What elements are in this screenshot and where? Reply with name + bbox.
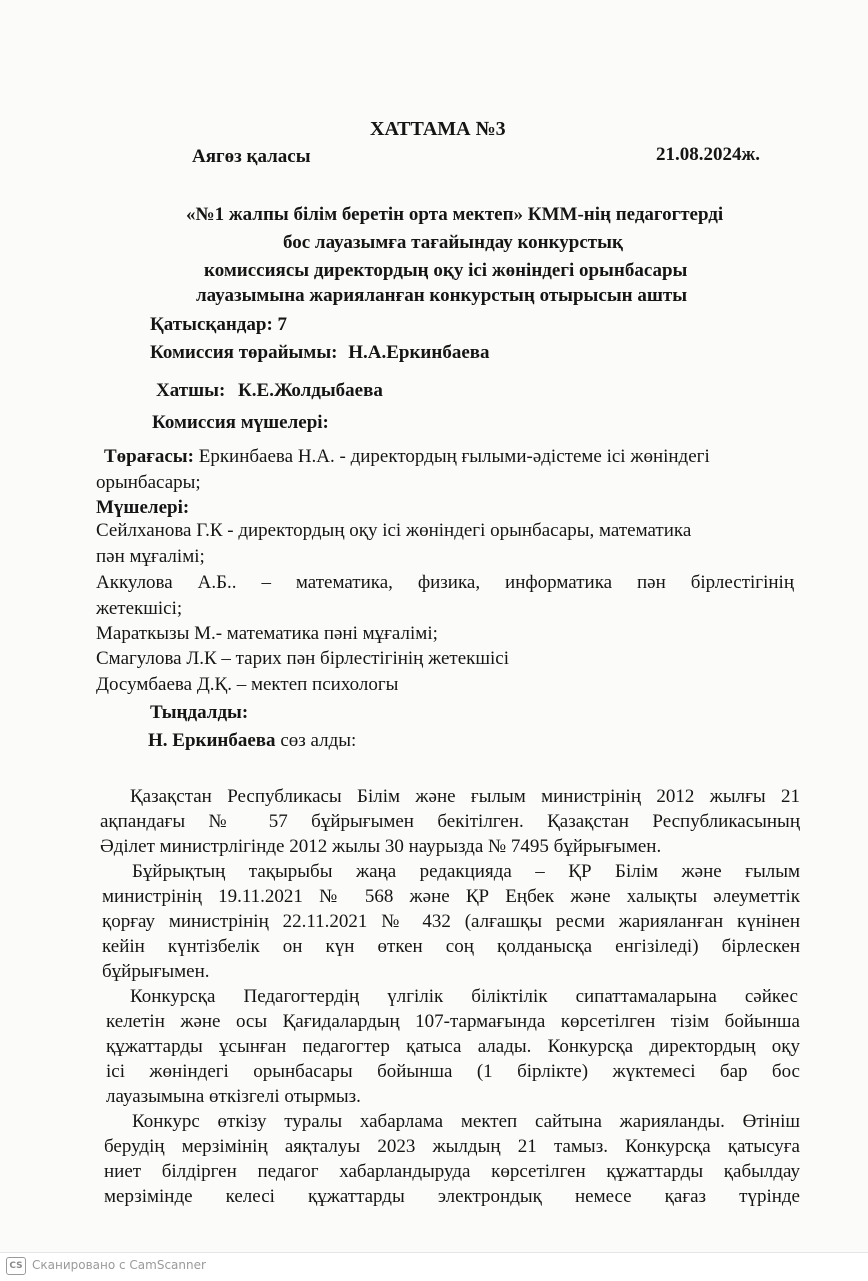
heading-line: бос лауазымға тағайындау конкурстық bbox=[283, 232, 623, 253]
body-line: Конкурс өткізу туралы хабарлама мектеп сайтына жарияланды. Өтініш bbox=[132, 1111, 800, 1132]
secretary-label: Хатшы: bbox=[156, 380, 226, 401]
document-title: ХАТТАМА №3 bbox=[370, 118, 506, 140]
chairman-line bbox=[104, 446, 710, 468]
heading-line: лауазымына жарияланған конкурстың отырысын ашты bbox=[196, 285, 688, 306]
secretary-line bbox=[156, 380, 383, 402]
body-line: Конкурсқа Педагогтердің үлгілік біліктілік сипаттамаларына сәйкес bbox=[130, 986, 798, 1007]
body-line: ниет білдірген педагог хабарландыруда көрсетілген құжаттарды қабылдау bbox=[104, 1161, 800, 1182]
body-line: министрінің 19.11.2021 № 568 және ҚР Еңбек және халықты әлеуметтік bbox=[102, 886, 800, 907]
member-line: Мараткызы М.- математика пәні мұғалімі; bbox=[96, 623, 438, 644]
speaker-line bbox=[148, 730, 356, 752]
date: 21.08.2024ж. bbox=[656, 144, 761, 165]
body-line: кейін күнтізбелік он күн өткен соң қолданысқа енгізіледі) бірлескен bbox=[102, 936, 800, 957]
body-line: Әділет министрлігінде 2012 жылы 30 наурызда № 7495 бұйрығымен. bbox=[100, 836, 662, 857]
member-line: Сейлханова Г.К - директордың оқу ісі жөніндегі орынбасары, математика bbox=[96, 520, 692, 541]
body-line: қорғау министрінің 22.11.2021 № 432 (алғашқы ресми жарияланған күнінен bbox=[102, 911, 800, 932]
body-line: мерзімінде келесі құжаттарды электрондық немесе қағаз түрінде bbox=[104, 1186, 800, 1207]
listened-label: Тыңдалды: bbox=[150, 702, 249, 723]
member-line: Смагулова Л.К – тарих пән бірлестігінің жетекшісі bbox=[96, 648, 509, 669]
body-line: келетін және осы Қағидалардың 107-тармағында көрсетілген тізім бойынша bbox=[106, 1011, 800, 1032]
member-line: пән мұғалімі; bbox=[96, 546, 205, 567]
body-line: ақпандағы № 57 бұйрығымен бекітілген. Қазақстан Республикасының bbox=[100, 811, 800, 832]
body-line: бұйрығымен. bbox=[102, 961, 210, 982]
chairman-label: Төрағасы: bbox=[104, 446, 194, 467]
body-line: Қазақстан Республикасы Білім және ғылым министрінің 2012 жылғы 21 bbox=[130, 786, 800, 807]
chairman-text-cont: орынбасары; bbox=[96, 472, 201, 493]
body-line: құжаттарды ұсынған педагогтер қатыса алады. Конкурсқа директордың оқу bbox=[106, 1036, 800, 1057]
city: Аягөз қаласы bbox=[192, 146, 311, 167]
members-title: Комиссия мүшелері: bbox=[152, 412, 329, 433]
scanner-footer bbox=[0, 1252, 868, 1281]
camscanner-logo-icon: CS bbox=[6, 1257, 26, 1275]
secretary-name: К.Е.Жолдыбаева bbox=[238, 380, 383, 401]
heading-line: «№1 жалпы білім беретін орта мектеп» КММ-нің педагогтерді bbox=[186, 204, 724, 225]
heading-line: комиссиясы директордың оқу ісі жөніндегі орынбасары bbox=[204, 260, 688, 281]
scanner-watermark-text: Сканировано с CamScanner bbox=[32, 1258, 206, 1272]
speaker-suffix: сөз алды: bbox=[275, 730, 357, 751]
chairman-text: Еркинбаева Н.А. - директордың ғылыми-әдістеме ісі жөніндегі bbox=[193, 446, 710, 467]
speaker-name: Н. Еркинбаева bbox=[148, 730, 276, 751]
body-line: Бұйрықтың тақырыбы жаңа редакцияда – ҚР Білім және ғылым bbox=[132, 861, 800, 882]
participants: Қатысқандар: 7 bbox=[150, 314, 288, 335]
body-line: лауазымына өткізгелі отырмыз. bbox=[106, 1086, 361, 1107]
chair-name: Н.А.Еркинбаева bbox=[348, 342, 490, 363]
member-line: Аккулова А.Б.. – математика, физика, информатика пән бірлестігінің bbox=[96, 572, 794, 593]
body-line: ісі жөніндегі орынбасары бойынша (1 бірлікте) жүктемесі бар бос bbox=[106, 1061, 800, 1082]
chair-label: Комиссия төрайымы: bbox=[150, 342, 338, 363]
body-line: берудің мерзімінің аяқталуы 2023 жылдың 21 тамыз. Конкурсқа қатысуға bbox=[104, 1136, 800, 1157]
chair-line bbox=[150, 342, 490, 364]
members-label: Мүшелері: bbox=[96, 497, 190, 518]
member-line: жетекшісі; bbox=[96, 598, 183, 619]
member-line: Досумбаева Д.Қ. – мектеп психологы bbox=[96, 674, 399, 695]
